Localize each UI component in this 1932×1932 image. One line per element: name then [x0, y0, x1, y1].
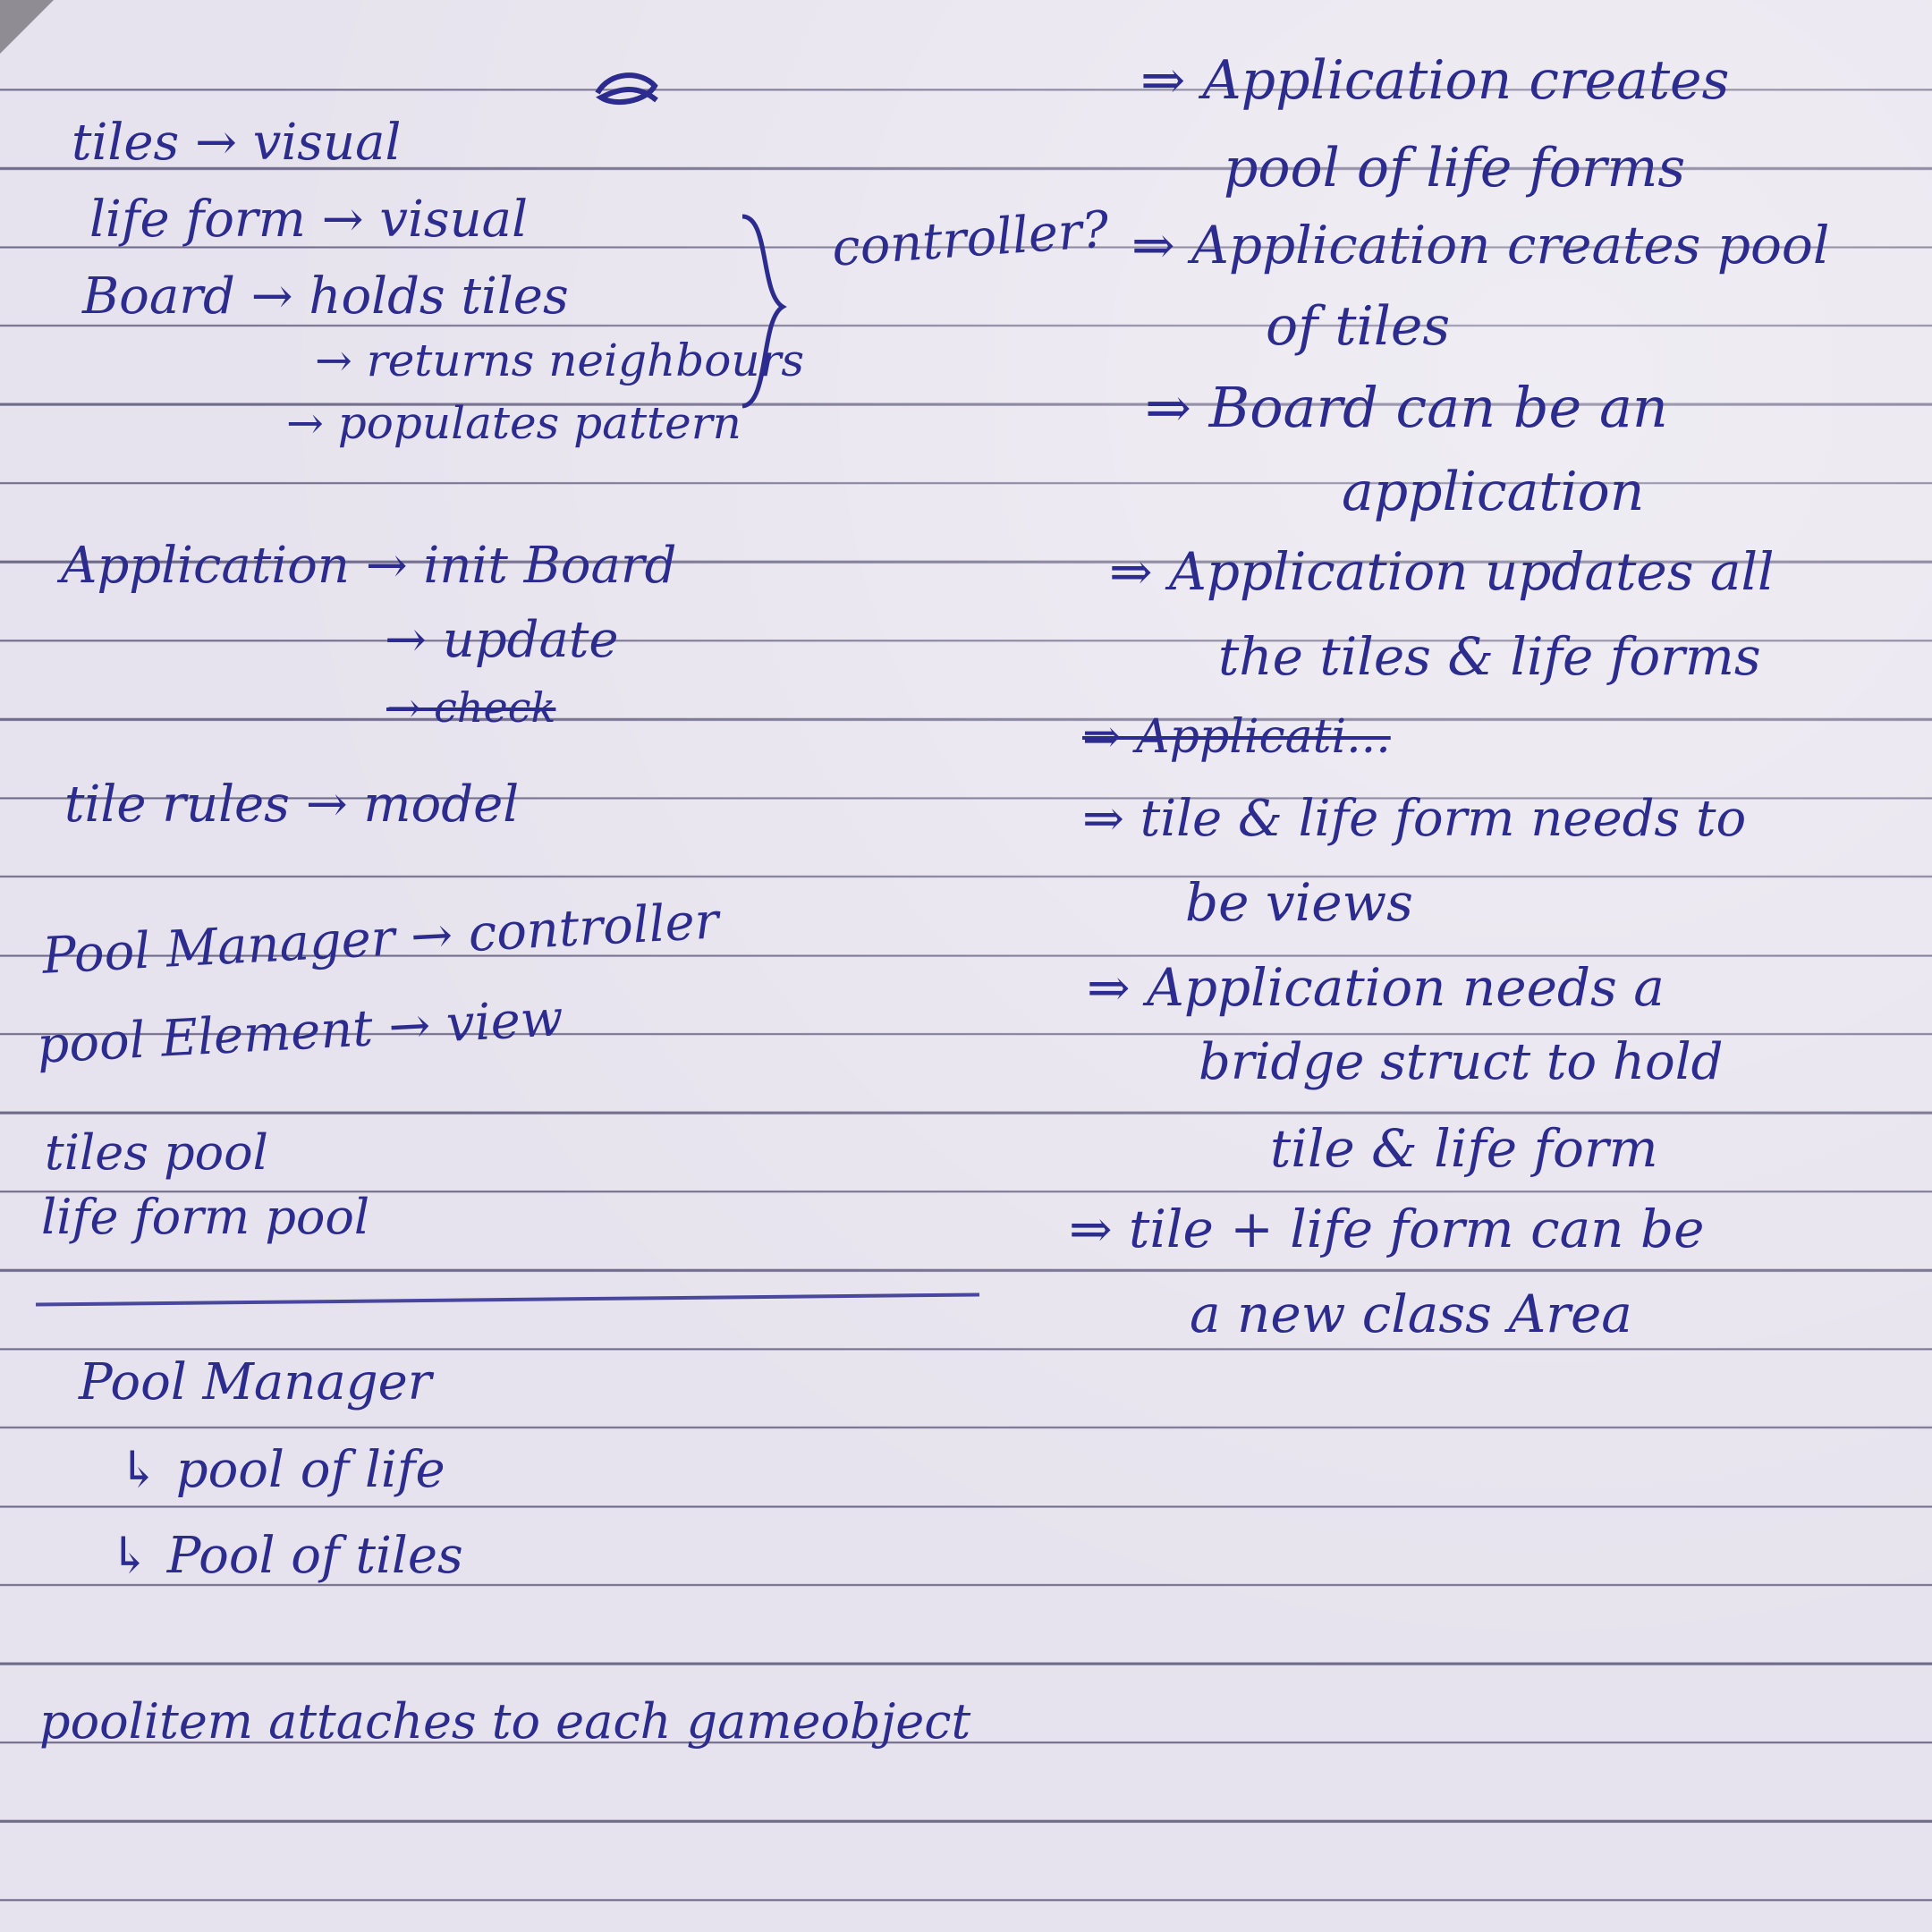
curly-brace-icon — [733, 213, 832, 410]
note-line-pool-manager: Pool Manager → controller — [40, 892, 720, 986]
note-line-pool-of-tiles: ↳ Pool of tiles — [109, 1527, 463, 1585]
note-right-5: ⇒ Board can be an — [1145, 375, 1668, 440]
note-right-4: of tiles — [1266, 295, 1451, 358]
note-right-13: bridge struct to hold — [1199, 1033, 1724, 1091]
note-right-12: ⇒ Application needs a — [1087, 957, 1665, 1018]
note-line-pool-element: pool Element → view — [35, 989, 565, 1075]
note-right-11: be views — [1185, 872, 1413, 933]
note-line-board: Board → holds tiles — [82, 267, 569, 326]
note-right-1: ⇒ Application creates — [1140, 49, 1730, 112]
note-right-3: ⇒ Application creates pool — [1131, 215, 1830, 275]
note-line-returns-neighbours: → returns neighbours — [315, 335, 805, 386]
note-line-tile-rules: tile rules → model — [64, 775, 520, 834]
note-right-8: the tiles & life forms — [1218, 626, 1761, 687]
note-right-7: ⇒ Application updates all — [1109, 541, 1775, 602]
note-right-15: ⇒ tile + life form can be — [1069, 1199, 1705, 1259]
note-line-populates-pattern: → populates pattern — [286, 397, 741, 449]
note-right-2: pool of life forms — [1224, 137, 1686, 199]
note-right-9-struck: ⇒ Applicati... — [1082, 710, 1391, 764]
note-line-tiles: tiles → visual — [72, 114, 402, 172]
note-line-check-struck: → check — [386, 683, 556, 732]
note-line-life-form: life form → visual — [89, 191, 528, 249]
note-line-application: Application → init Board — [61, 537, 677, 595]
note-right-16: a new class Area — [1190, 1284, 1632, 1344]
note-controller-question: controller? — [830, 200, 1111, 278]
note-line-pool-of-life: ↳ pool of life — [118, 1441, 445, 1499]
note-line-update: → update — [385, 611, 619, 669]
note-line-life-form-pool: life form pool — [41, 1189, 370, 1245]
torn-corner — [0, 0, 54, 54]
note-right-6: application — [1342, 461, 1645, 523]
separator-line — [36, 1292, 979, 1306]
note-line-pool-manager-2: Pool Manager — [79, 1353, 432, 1411]
note-line-poolitem: poolitem attaches to each gameobject — [39, 1693, 971, 1750]
note-right-10: ⇒ tile & life form needs to — [1082, 790, 1747, 848]
note-right-14: tile & life form — [1270, 1118, 1658, 1179]
note-line-tiles-pool: tiles pool — [45, 1124, 268, 1181]
scribble-mark — [592, 66, 662, 113]
